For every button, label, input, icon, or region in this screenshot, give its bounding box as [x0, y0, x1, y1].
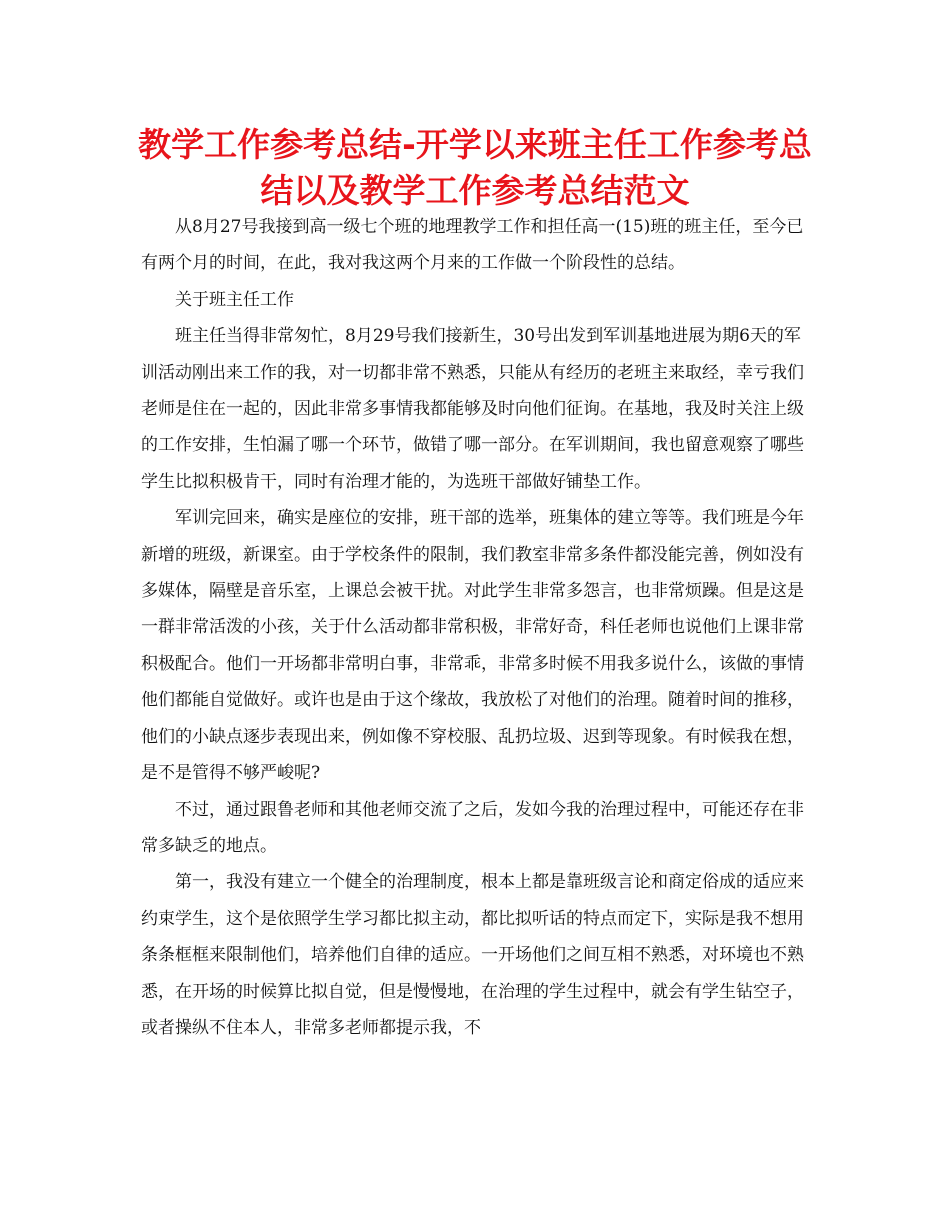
paragraph-first-point: 第一，我没有建立一个健全的治理制度，根本上都是靠班级言论和商定俗成的适应来约束学生，这个是依照学生学习都比拟主动，都比拟听话的特点而定下，实际是我不想用条条框框来限制他们，培养他们自律的适应。一开场他们之间互相不熟悉，对环境也不熟悉，在开场的时候算比拟自觉，但是慢慢地，在治理的学生过程中，就会有学生钻空子，或者操纵不住本人，非常多老师都提示我，不: [141, 872, 804, 1038]
section-heading: 关于班主任工作: [175, 289, 294, 310]
paragraph-military-training: 班主任当得非常匆忙，8月29号我们接新生，30号出发到军训基地进展为期6天的军训活动刚出来工作的我，对一切都非常不熟悉，只能从有经历的老班主来取经，幸亏我们老师是住在一起的，因此非常多事情我都能够及时向他们征询。在基地，我及时关注上级的工作安排，生怕漏了哪一个环节，做错了哪一部分。在军训期间，我也留意观察了哪些学生比拟积极肯干，同时有治理才能的，为选班干部做好铺垫工作。: [141, 326, 804, 492]
paragraph-reflection: 不过，通过跟鲁老师和其他老师交流了之后，发如今我的治理过程中，可能还存在非常多缺乏的地点。: [141, 799, 804, 856]
document-body: [141, 209, 809, 1046]
paragraph-intro: 从8月27号我接到高一级七个班的地理教学工作和担任高一(15)班的班主任，至今已有两个月的时间，在此，我对我这两个月来的工作做一个阶段性的总结。: [141, 217, 804, 274]
paragraph-class-situation: 军训完回来，确实是座位的安排，班干部的选举，班集体的建立等等。我们班是今年新增的班级，新课室。由于学校条件的限制，我们教室非常多条件都没能完善，例如没有多媒体，隔壁是音乐室，上课总会被干扰。对此学生非常多怨言，也非常烦躁。但是这是一群非常活泼的小孩，关于什么活动都非常积极，非常好奇，科任老师也说他们上课非常积极配合。他们一开场都非常明白事，非常乖，非常多时候不用我多说什么，该做的事情他们都能自觉做好。或许也是由于这个缘故，我放松了对他们的治理。随着时间的推移，他们的小缺点逐步表现出来，例如像不穿校服、乱扔垃圾、迟到等现象。有时候我在想，是不是管得不够严峻呢?: [141, 508, 804, 784]
document-title: 教学工作参考总结-开学以来班主任工作参考总结以及教学工作参考总结范文: [138, 125, 812, 210]
